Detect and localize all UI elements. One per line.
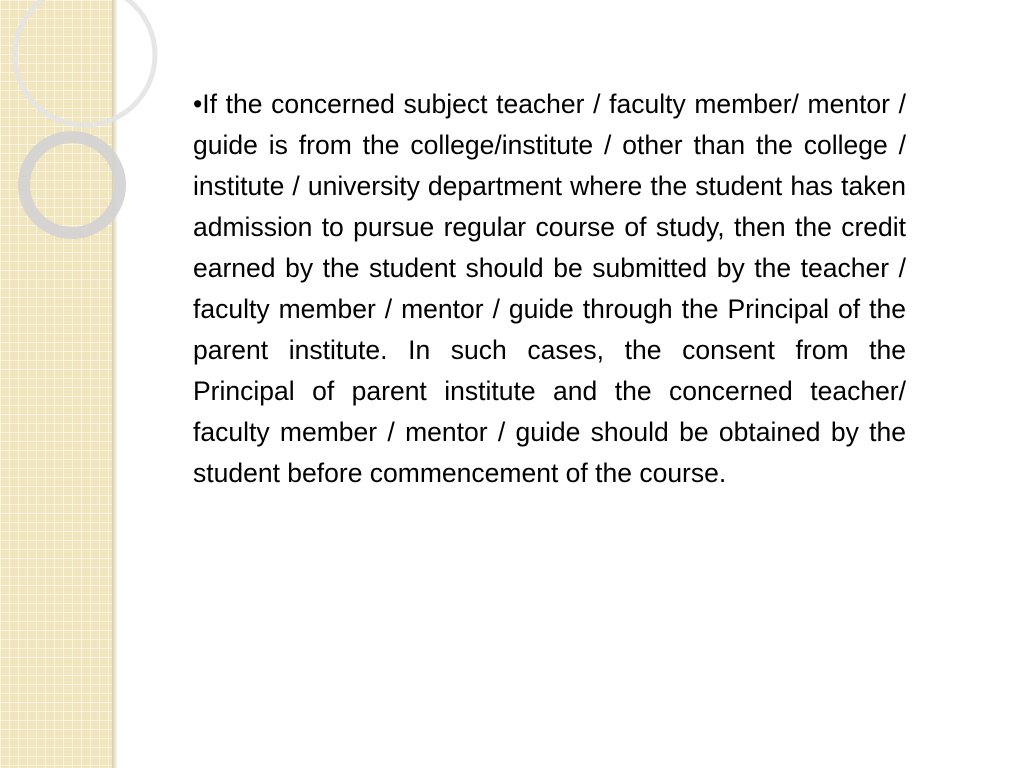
bullet-icon: • <box>193 89 203 119</box>
large-ring <box>15 0 155 125</box>
decorative-rings <box>0 0 220 280</box>
small-ring <box>24 137 120 233</box>
body-paragraph <box>193 84 906 494</box>
paragraph-text: If the concerned subject teacher / faculty member/ mentor / guide is from the college/institute / other than the college / institute / university department where the student has taken admission to pursue regular course of study, then the credit earned by the student should be submitted by the teacher / faculty member / mentor / guide through the Principal of the parent institute. In such cases, the consent from the Principal of parent institute and the concerned teacher/ faculty member / mentor / guide should be obtained by the student before commencement of the course. <box>193 89 906 488</box>
